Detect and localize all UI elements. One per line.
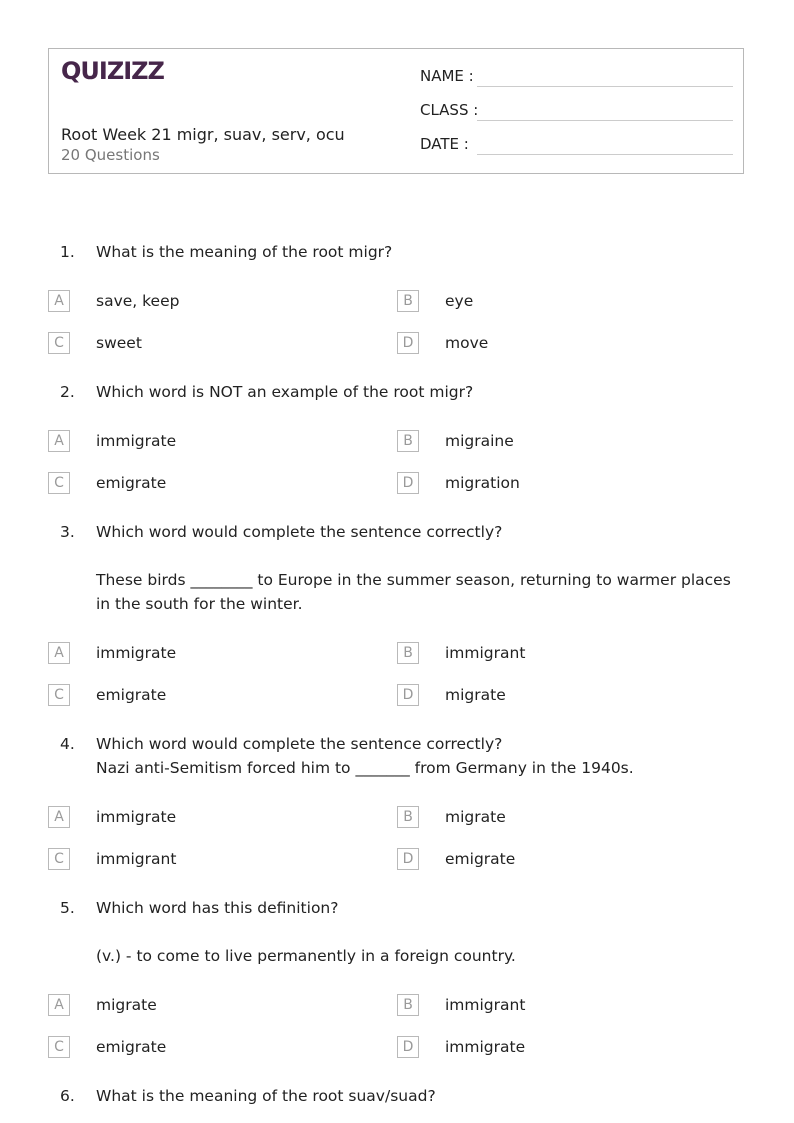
option-letter: B [397, 642, 419, 664]
option-text: emigrate [445, 850, 516, 868]
question-number: 6. [60, 1087, 75, 1105]
option-letter: A [48, 430, 70, 452]
date-label: DATE : [420, 135, 469, 153]
option-letter: D [397, 472, 419, 494]
option-text: immigrate [96, 432, 177, 450]
option-letter: B [397, 430, 419, 452]
option-text: migrate [445, 808, 506, 826]
question-passage: Nazi anti-Semitism forced him to _______ from Germany in the 1940s. [96, 759, 634, 777]
option-letter: B [397, 806, 419, 828]
option-letter: C [48, 1036, 70, 1058]
option-letter: D [397, 848, 419, 870]
option-letter: D [397, 332, 419, 354]
name-field [420, 67, 733, 91]
date-line[interactable] [477, 154, 733, 155]
question-passage: (v.) - to come to live permanently in a foreign country. [96, 947, 516, 965]
question-count: 20 Questions [61, 146, 160, 164]
option-letter: C [48, 472, 70, 494]
option-letter: D [397, 1036, 419, 1058]
option-text: emigrate [96, 686, 167, 704]
option-letter: B [397, 290, 419, 312]
option-text: save, keep [96, 292, 180, 310]
option-text: migrate [445, 686, 506, 704]
option-letter: A [48, 994, 70, 1016]
question-4 [60, 732, 740, 782]
question-number: 4. [60, 735, 75, 753]
option-letter: A [48, 806, 70, 828]
option-letter: A [48, 642, 70, 664]
class-line[interactable] [477, 120, 733, 121]
question-text: Which word would complete the sentence correctly? [96, 735, 503, 753]
question-passage: These birds ________ to Europe in the summer season, returning to warmer places in the south for the winter. [96, 571, 731, 613]
question-text: What is the meaning of the root migr? [96, 243, 393, 261]
option-text: immigrant [445, 996, 526, 1014]
option-letter: D [397, 684, 419, 706]
worksheet-title: Root Week 21 migr, suav, serv, ocu [61, 125, 345, 144]
question-number: 3. [60, 523, 75, 541]
quizizz-logo: QUIZIZZ [61, 57, 164, 85]
question-text: Which word has this definition? [96, 899, 339, 917]
option-text: emigrate [96, 1038, 167, 1056]
question-number: 5. [60, 899, 75, 917]
class-field [420, 101, 733, 125]
name-line[interactable] [477, 86, 733, 87]
option-text: immigrant [445, 644, 526, 662]
option-text: emigrate [96, 474, 167, 492]
option-letter: C [48, 684, 70, 706]
question-text: Which word is NOT an example of the root migr? [96, 383, 474, 401]
question-text: Which word would complete the sentence correctly? [96, 523, 503, 541]
date-field [420, 135, 733, 159]
option-text: eye [445, 292, 474, 310]
option-letter: A [48, 290, 70, 312]
question-number: 1. [60, 243, 75, 261]
name-label: NAME : [420, 67, 474, 85]
question-text: What is the meaning of the root suav/suad? [96, 1087, 436, 1105]
question-5 [60, 896, 740, 970]
option-letter: C [48, 332, 70, 354]
option-letter: B [397, 994, 419, 1016]
question-number: 2. [60, 383, 75, 401]
option-text: sweet [96, 334, 142, 352]
option-text: immigrant [96, 850, 177, 868]
class-label: CLASS : [420, 101, 479, 119]
option-text: migrate [96, 996, 157, 1014]
option-text: migration [445, 474, 520, 492]
option-text: migraine [445, 432, 514, 450]
option-letter: C [48, 848, 70, 870]
option-text: immigrate [445, 1038, 526, 1056]
option-text: immigrate [96, 644, 177, 662]
option-text: immigrate [96, 808, 177, 826]
question-3 [60, 520, 740, 620]
worksheet-header [48, 48, 744, 174]
option-text: move [445, 334, 489, 352]
